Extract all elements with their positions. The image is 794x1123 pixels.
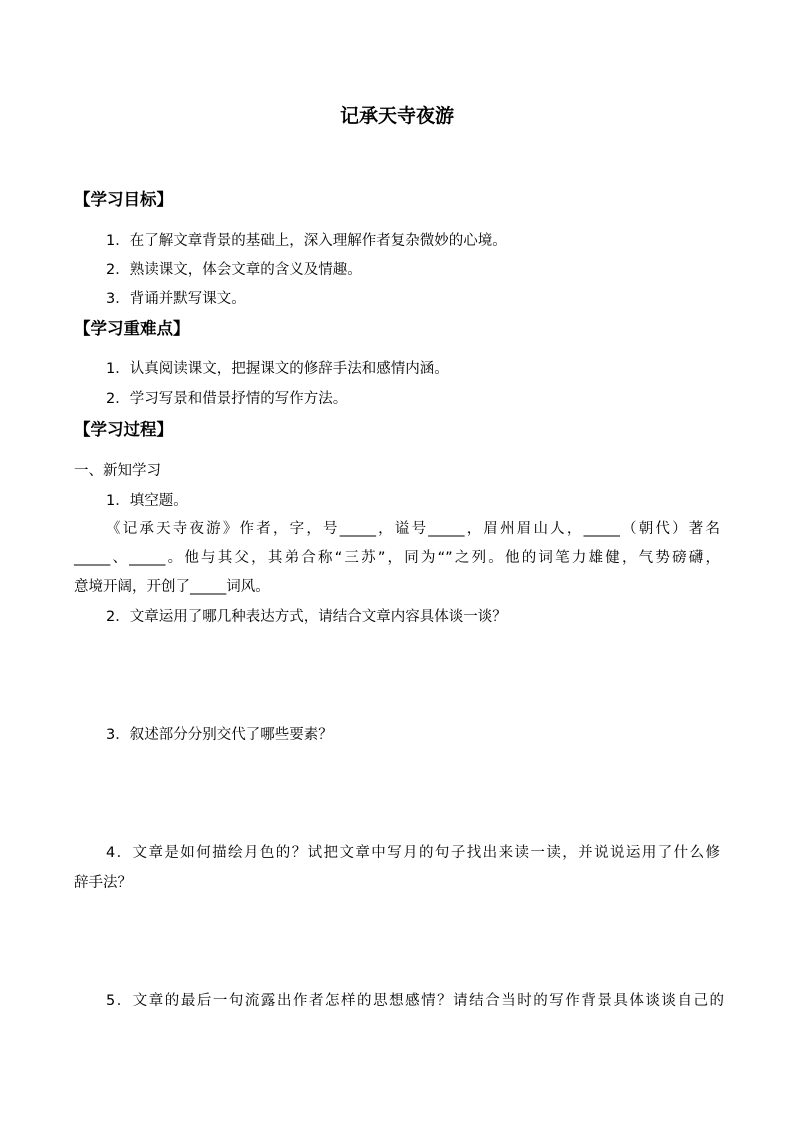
key-point-item-2: 2．学习写景和借景抒情的写作方法。 bbox=[106, 391, 348, 407]
question-1-line-2: _____、_____。他与其父，其弟合称“三苏”，同为“”之列。他的词笔力雄健，气势磅礴， bbox=[74, 550, 720, 566]
objective-item-3: 3．背诵并默写课文。 bbox=[106, 291, 246, 307]
question-3: 3．叙述部分分别交代了哪些要素？ bbox=[106, 727, 333, 743]
objective-item-2: 2．熟读课文，体会文章的含义及情趣。 bbox=[106, 262, 362, 278]
question-1-line-3: 意境开阔，开创了_____词风。 bbox=[74, 579, 270, 595]
process-heading: 【学习过程】 bbox=[74, 420, 173, 439]
question-4-line-1: 4．文章是如何描绘月色的？试把文章中写月的句子找出来读一读，并说说运用了什么修 bbox=[106, 845, 720, 861]
objective-item-1: 1．在了解文章背景的基础上，深入理解作者复杂微妙的心境。 bbox=[106, 233, 507, 249]
question-1-label: 1．填空题。 bbox=[106, 493, 188, 509]
key-point-item-1: 1．认真阅读课文，把握课文的修辞手法和感情内涵。 bbox=[106, 361, 449, 377]
question-5-line-1: 5．文章的最后一句流露出作者怎样的思想感情？请结合当时的写作背景具体谈谈自己的 bbox=[106, 993, 724, 1009]
question-1-line-1: 《记承天寺夜游》作者，字，号_____，谥号_____，眉州眉山人，_____（朝代）著名 bbox=[106, 521, 720, 537]
page-title: 记承天寺夜游 bbox=[339, 105, 454, 127]
part-one-label: 一、新知学习 bbox=[74, 463, 161, 479]
objectives-heading: 【学习目标】 bbox=[74, 190, 173, 209]
question-4-line-2: 辞手法？ bbox=[74, 875, 132, 891]
key-points-heading: 【学习重难点】 bbox=[74, 319, 190, 338]
question-2: 2．文章运用了哪几种表达方式，请结合文章内容具体谈一谈？ bbox=[106, 609, 507, 625]
